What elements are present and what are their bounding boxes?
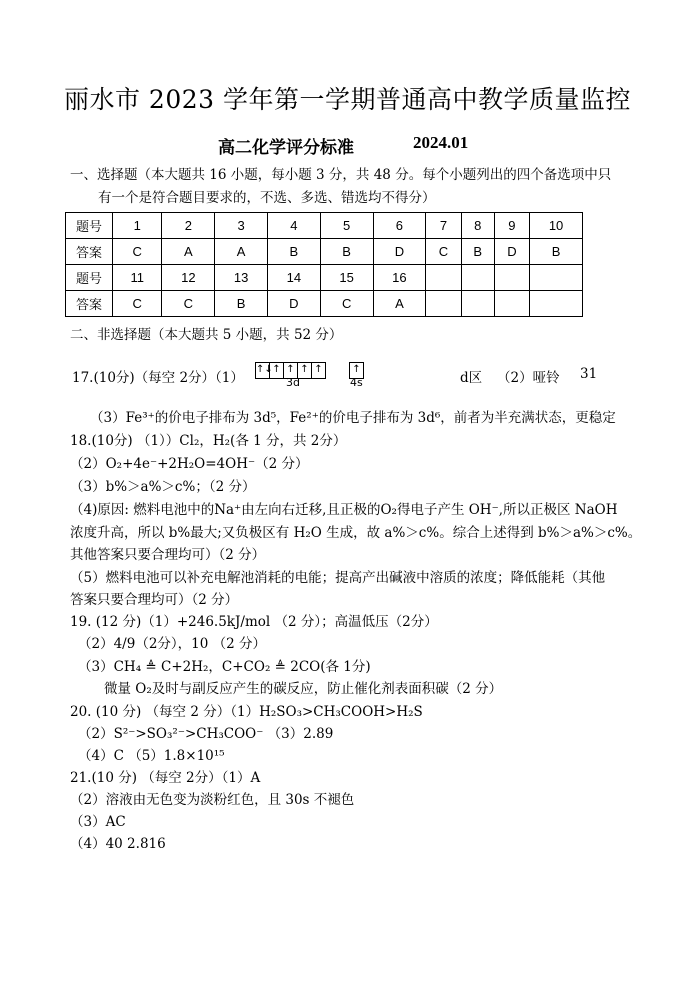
table-cell: C [320, 291, 373, 317]
table-cell: C [113, 291, 162, 317]
table-cell: 5 [320, 213, 373, 239]
table-cell: 6 [373, 213, 426, 239]
orbital-4s-label: 4s [350, 376, 363, 389]
q18-line7: （5）燃料电池可以补充电解池消耗的电能；提高产出碱液中溶质的浓度；降低能耗（其他 [70, 570, 606, 586]
section1-line2: 有一个是符合题目要求的，不选、多选、错选均不得分） [98, 190, 436, 206]
q17-number: 31 [580, 366, 598, 382]
table-cell: 14 [267, 265, 320, 291]
table-cell: A [162, 239, 215, 265]
q20-line1: 20. (10 分) （每空 2 分）（1）H₂SO₃>CH₃COOH>H₂S [70, 704, 423, 720]
table-cell: 9 [494, 213, 529, 239]
orbital-3d-label: 3d [286, 376, 300, 389]
q19-line4: 微量 O₂及时与副反应产生的碳反应，防止催化剂表面积碳（2 分） [104, 681, 503, 697]
table-cell: 2 [162, 213, 215, 239]
q18-line8: 答案只要合理均可）（2 分） [70, 592, 239, 608]
table-row [66, 239, 583, 265]
q21-line3: （3）AC [70, 814, 126, 830]
section2-heading: 二、非选择题（本大题共 5 小题，共 52 分） [70, 327, 343, 343]
table-cell: 7 [426, 213, 461, 239]
q19-line1: 19. (12 分)（1）+246.5kJ/mol （2 分）；高温低压（2分） [70, 614, 438, 630]
table-cell: B [267, 239, 320, 265]
table-cell [461, 265, 494, 291]
table-cell: B [530, 239, 583, 265]
q18-line5: 浓度升高，所以 b%最大;又负极区有 H₂O 生成，故 a%＞c%。综合上述得到 b%＞a%＞c%。 [70, 525, 642, 541]
table-header-cell: 题号 [66, 265, 113, 291]
table-row [66, 213, 583, 239]
q17-head: 17.(10分)（每空 2分）（1） [72, 370, 244, 386]
q17-d-region: d区 [460, 370, 483, 386]
table-cell [530, 291, 583, 317]
table-cell: C [162, 291, 215, 317]
q20-line3: （4）C （5）1.8×10¹⁵ [78, 748, 225, 764]
table-header-cell: 题号 [66, 213, 113, 239]
table-cell: C [426, 239, 461, 265]
q21-line4: （4）40 2.816 [70, 836, 166, 852]
q18-line1: 18.(10分) （1））Cl₂，H₂(各 1 分，共 2分） [70, 433, 347, 449]
table-cell: A [215, 239, 268, 265]
orbital-box: ↑ [349, 362, 364, 379]
table-cell: D [267, 291, 320, 317]
table-cell: 3 [215, 213, 268, 239]
table-cell: 4 [267, 213, 320, 239]
table-cell [426, 265, 461, 291]
q18-line3: （3）b%＞a%＞c%；（2 分） [70, 479, 256, 495]
q21-line2: （2）溶液由无色变为淡粉红色，且 30s 不褪色 [70, 792, 355, 808]
orbital-box: ↑ [297, 362, 312, 379]
table-cell: C [113, 239, 162, 265]
table-row [66, 265, 583, 291]
q20-line2: （2）S²⁻>SO₃²⁻>CH₃COO⁻ （3）2.89 [78, 726, 334, 742]
table-cell: D [494, 239, 529, 265]
q21-line1: 21.(10 分) （每空 2分）（1）A [70, 770, 261, 786]
q17-part2: （2）哑铃 [497, 370, 560, 386]
table-cell [530, 265, 583, 291]
table-cell [494, 265, 529, 291]
table-cell: 10 [530, 213, 583, 239]
page-title: 丽水市 2023 学年第一学期普通高中教学质量监控 [63, 85, 632, 114]
q17-part3: （3）Fe³⁺的价电子排布为 3d⁵，Fe²⁺的价电子排布为 3d⁶，前者为半充满状态，更稳定 [90, 410, 616, 426]
q19-line3: （3）CH₄ ≜ C+2H₂，C+CO₂ ≜ 2CO(各 1分) [78, 659, 371, 675]
table-cell: 12 [162, 265, 215, 291]
answer-table [65, 212, 583, 317]
table-cell [494, 291, 529, 317]
table-cell: B [215, 291, 268, 317]
table-header-cell: 答案 [66, 239, 113, 265]
table-cell: D [373, 239, 426, 265]
q18-line6: 其他答案只要合理均可）（2 分） [70, 547, 266, 563]
table-cell [461, 291, 494, 317]
q18-line4: （4)原因: 燃料电池中的Na⁺由左向右迁移,且正极的O₂得电子产生 OH⁻,所以正极区 NaOH [70, 502, 618, 518]
table-cell: 11 [113, 265, 162, 291]
table-cell [426, 291, 461, 317]
orbital-box: ↑ [269, 362, 284, 379]
table-cell: A [373, 291, 426, 317]
orbital-box: ↑↓ [255, 362, 270, 379]
page-subtitle: 高二化学评分标准 [218, 138, 354, 158]
section1-line1: 一、选择题（本大题共 16 小题，每小题 3 分，共 48 分。每个小题列出的四个备选项中只 [70, 167, 612, 183]
table-row [66, 291, 583, 317]
orbital-box: ↑ [311, 362, 326, 379]
table-cell: B [461, 239, 494, 265]
exam-date: 2024.01 [413, 133, 469, 152]
table-header-cell: 答案 [66, 291, 113, 317]
q18-line2: （2）O₂+4e⁻+2H₂O=4OH⁻（2 分） [70, 456, 309, 472]
q19-line2: （2）4/9（2分），10 （2 分） [78, 636, 267, 652]
table-cell: 1 [113, 213, 162, 239]
table-cell: 13 [215, 265, 268, 291]
table-cell: B [320, 239, 373, 265]
table-cell: 16 [373, 265, 426, 291]
orbital-box: ↑ [283, 362, 298, 379]
table-cell: 8 [461, 213, 494, 239]
table-cell: 15 [320, 265, 373, 291]
